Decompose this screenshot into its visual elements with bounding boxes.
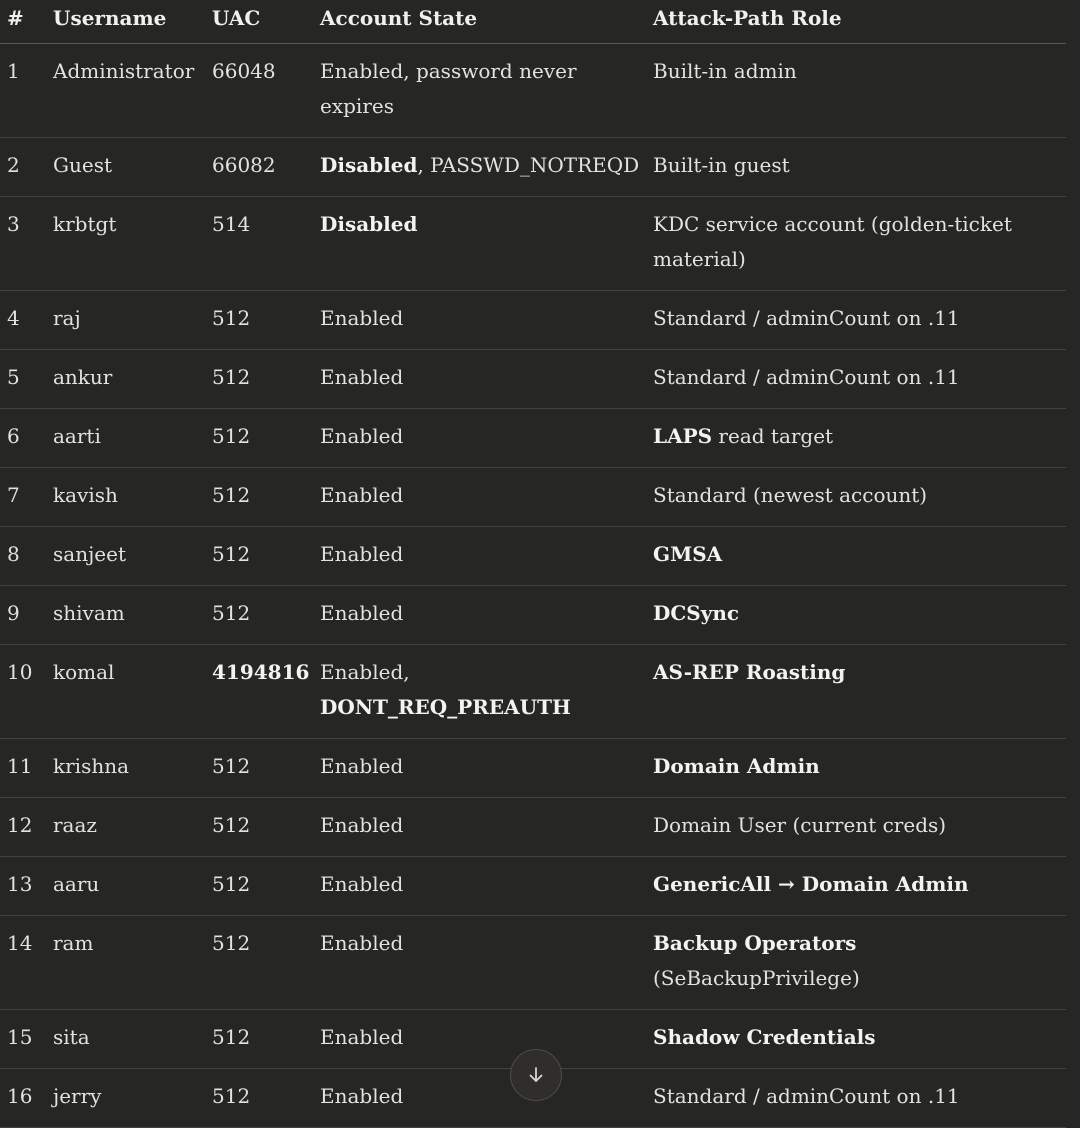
table-row bbox=[0, 138, 1066, 197]
attack-path-role-cell bbox=[646, 350, 1066, 409]
column-header-uac: UAC bbox=[205, 0, 313, 44]
username: aarti bbox=[53, 424, 101, 448]
row-number-cell bbox=[0, 739, 46, 798]
account-state-text: Enabled bbox=[320, 365, 404, 389]
account-state-cell bbox=[313, 350, 646, 409]
uac-value: 512 bbox=[212, 365, 251, 389]
table-header-row bbox=[0, 0, 1066, 44]
attack-path-role-cell bbox=[646, 527, 1066, 586]
account-state-cell bbox=[313, 197, 646, 291]
account-state-text: Enabled bbox=[320, 306, 404, 330]
attack-path-role-text: Standard / adminCount on .11 bbox=[653, 306, 960, 330]
row-number: 1 bbox=[7, 59, 20, 83]
attack-path-role-emphasis: Shadow Credentials bbox=[653, 1025, 876, 1049]
account-state-cell bbox=[313, 138, 646, 197]
row-number-cell bbox=[0, 291, 46, 350]
username: sita bbox=[53, 1025, 90, 1049]
attack-path-role-cell bbox=[646, 409, 1066, 468]
account-state-cell bbox=[313, 409, 646, 468]
account-state-emphasis: Disabled bbox=[320, 153, 418, 177]
username: ankur bbox=[53, 365, 113, 389]
uac-cell bbox=[205, 739, 313, 798]
table-row bbox=[0, 645, 1066, 739]
uac-cell bbox=[205, 197, 313, 291]
account-state-text: Enabled, password never expires bbox=[320, 59, 577, 118]
attack-path-role-cell bbox=[646, 857, 1066, 916]
account-state-cell bbox=[313, 586, 646, 645]
account-state-text: Enabled bbox=[320, 754, 404, 778]
table-row bbox=[0, 44, 1066, 138]
account-state-emphasis: Disabled bbox=[320, 212, 418, 236]
arrow-down-icon bbox=[526, 1065, 546, 1085]
row-number-cell bbox=[0, 138, 46, 197]
attack-path-role-cell bbox=[646, 468, 1066, 527]
attack-path-role-cell bbox=[646, 645, 1066, 739]
row-number-cell bbox=[0, 44, 46, 138]
account-state-cell bbox=[313, 1010, 646, 1069]
account-state-cell bbox=[313, 916, 646, 1010]
row-number-cell bbox=[0, 197, 46, 291]
username: raaz bbox=[53, 813, 97, 837]
uac-cell bbox=[205, 138, 313, 197]
username-cell bbox=[46, 138, 205, 197]
account-state-text: Enabled bbox=[320, 872, 404, 896]
uac-value: 514 bbox=[212, 212, 251, 236]
attack-path-role-text: Built-in admin bbox=[653, 59, 797, 83]
row-number-cell bbox=[0, 645, 46, 739]
attack-path-role-cell bbox=[646, 1010, 1066, 1069]
account-state-cell bbox=[313, 739, 646, 798]
table-row bbox=[0, 468, 1066, 527]
account-state-text: , PASSWD_NOTREQD bbox=[417, 153, 640, 177]
uac-cell bbox=[205, 468, 313, 527]
username-cell bbox=[46, 645, 205, 739]
account-state-flag: DONT_REQ_PREAUTH bbox=[320, 695, 571, 719]
row-number: 16 bbox=[7, 1084, 33, 1108]
uac-value: 512 bbox=[212, 872, 251, 896]
username-cell bbox=[46, 798, 205, 857]
table-row bbox=[0, 291, 1066, 350]
username-cell bbox=[46, 468, 205, 527]
username-cell bbox=[46, 739, 205, 798]
username-cell bbox=[46, 1069, 205, 1128]
column-header-account-state: Account State bbox=[313, 0, 646, 44]
uac-cell bbox=[205, 291, 313, 350]
uac-cell bbox=[205, 527, 313, 586]
table-row bbox=[0, 409, 1066, 468]
attack-path-role-emphasis: AS-REP Roasting bbox=[653, 660, 846, 684]
row-number: 2 bbox=[7, 153, 20, 177]
username: sanjeet bbox=[53, 542, 126, 566]
attack-path-role-cell bbox=[646, 739, 1066, 798]
account-state-text: Enabled bbox=[320, 424, 404, 448]
account-state-text: Enabled bbox=[320, 813, 404, 837]
attack-path-role-emphasis: GenericAll → Domain Admin bbox=[653, 872, 969, 896]
uac-cell bbox=[205, 44, 313, 138]
account-state-cell bbox=[313, 798, 646, 857]
account-state-text: Enabled bbox=[320, 483, 404, 507]
attack-path-role-cell bbox=[646, 916, 1066, 1010]
row-number: 8 bbox=[7, 542, 20, 566]
attack-path-role-emphasis: GMSA bbox=[653, 542, 723, 566]
username: shivam bbox=[53, 601, 125, 625]
attack-path-role-text: (SeBackupPrivilege) bbox=[653, 966, 860, 990]
uac-cell bbox=[205, 1010, 313, 1069]
row-number-cell bbox=[0, 857, 46, 916]
attack-path-role-text: Standard / adminCount on .11 bbox=[653, 365, 960, 389]
uac-cell bbox=[205, 1069, 313, 1128]
uac-value: 512 bbox=[212, 542, 251, 566]
table-row bbox=[0, 739, 1066, 798]
attack-path-role-cell bbox=[646, 586, 1066, 645]
username: aaru bbox=[53, 872, 100, 896]
column-header-attack-path-role: Attack-Path Role bbox=[646, 0, 1066, 44]
uac-value: 512 bbox=[212, 424, 251, 448]
attack-path-role-text: read target bbox=[712, 424, 834, 448]
account-state-text: Enabled bbox=[320, 1025, 404, 1049]
row-number: 14 bbox=[7, 931, 33, 955]
account-state-text: Enabled bbox=[320, 1084, 404, 1108]
account-state-text: Enabled bbox=[320, 931, 404, 955]
uac-value: 66048 bbox=[212, 59, 276, 83]
row-number: 10 bbox=[7, 660, 33, 684]
attack-path-role-emphasis: LAPS bbox=[653, 424, 713, 448]
account-state-cell bbox=[313, 44, 646, 138]
uac-value: 4194816 bbox=[212, 660, 310, 684]
username: Guest bbox=[53, 153, 112, 177]
uac-value: 66082 bbox=[212, 153, 276, 177]
username-cell bbox=[46, 350, 205, 409]
row-number-cell bbox=[0, 586, 46, 645]
attack-path-role-cell bbox=[646, 798, 1066, 857]
account-state-text: Enabled bbox=[320, 601, 404, 625]
attack-path-role-emphasis: DCSync bbox=[653, 601, 740, 625]
row-number-cell bbox=[0, 1069, 46, 1128]
scroll-to-bottom-button[interactable] bbox=[510, 1049, 562, 1101]
username-cell bbox=[46, 44, 205, 138]
username: kavish bbox=[53, 483, 118, 507]
account-state-cell bbox=[313, 857, 646, 916]
uac-value: 512 bbox=[212, 754, 251, 778]
account-state-cell bbox=[313, 527, 646, 586]
table-row bbox=[0, 350, 1066, 409]
account-state-cell bbox=[313, 468, 646, 527]
uac-value: 512 bbox=[212, 1025, 251, 1049]
uac-cell bbox=[205, 409, 313, 468]
row-number-cell bbox=[0, 1010, 46, 1069]
username: krbtgt bbox=[53, 212, 117, 236]
table-row bbox=[0, 916, 1066, 1010]
account-state-cell bbox=[313, 645, 646, 739]
attack-path-role-cell bbox=[646, 44, 1066, 138]
username: jerry bbox=[53, 1084, 102, 1108]
uac-value: 512 bbox=[212, 483, 251, 507]
account-state-text: Enabled, bbox=[320, 660, 410, 684]
table-row bbox=[0, 798, 1066, 857]
uac-value: 512 bbox=[212, 931, 251, 955]
row-number-cell bbox=[0, 468, 46, 527]
row-number: 6 bbox=[7, 424, 20, 448]
row-number: 4 bbox=[7, 306, 20, 330]
column-header-username: Username bbox=[46, 0, 205, 44]
username-cell bbox=[46, 291, 205, 350]
username-cell bbox=[46, 1010, 205, 1069]
username: ram bbox=[53, 931, 94, 955]
attack-path-role-text: Standard / adminCount on .11 bbox=[653, 1084, 960, 1108]
uac-cell bbox=[205, 857, 313, 916]
row-number: 5 bbox=[7, 365, 20, 389]
uac-value: 512 bbox=[212, 1084, 251, 1108]
row-number-cell bbox=[0, 798, 46, 857]
row-number: 7 bbox=[7, 483, 20, 507]
attack-path-role-cell bbox=[646, 291, 1066, 350]
account-state-cell bbox=[313, 1069, 646, 1128]
attack-path-role-text: KDC service account (golden-ticket material) bbox=[653, 212, 1012, 271]
uac-value: 512 bbox=[212, 813, 251, 837]
uac-cell bbox=[205, 916, 313, 1010]
attack-path-role-cell bbox=[646, 197, 1066, 291]
username: raj bbox=[53, 306, 81, 330]
row-number: 12 bbox=[7, 813, 33, 837]
row-number-cell bbox=[0, 916, 46, 1010]
table-row bbox=[0, 586, 1066, 645]
username-cell bbox=[46, 409, 205, 468]
username: komal bbox=[53, 660, 115, 684]
table-row bbox=[0, 857, 1066, 916]
username-cell bbox=[46, 197, 205, 291]
uac-cell bbox=[205, 798, 313, 857]
username-cell bbox=[46, 586, 205, 645]
row-number-cell bbox=[0, 527, 46, 586]
row-number: 9 bbox=[7, 601, 20, 625]
uac-value: 512 bbox=[212, 306, 251, 330]
attack-path-role-cell bbox=[646, 1069, 1066, 1128]
username-cell bbox=[46, 527, 205, 586]
username-cell bbox=[46, 857, 205, 916]
username: krishna bbox=[53, 754, 130, 778]
username: Administrator bbox=[53, 59, 195, 83]
username-cell bbox=[46, 916, 205, 1010]
uac-cell bbox=[205, 586, 313, 645]
table-row bbox=[0, 197, 1066, 291]
row-number: 13 bbox=[7, 872, 33, 896]
attack-path-role-text: Standard (newest account) bbox=[653, 483, 928, 507]
row-number-cell bbox=[0, 350, 46, 409]
attack-path-role-cell bbox=[646, 138, 1066, 197]
uac-value: 512 bbox=[212, 601, 251, 625]
column-header-number: # bbox=[0, 0, 46, 44]
attack-path-role-text: Domain User (current creds) bbox=[653, 813, 947, 837]
account-state-cell bbox=[313, 291, 646, 350]
uac-cell bbox=[205, 350, 313, 409]
row-number-cell bbox=[0, 409, 46, 468]
row-number: 3 bbox=[7, 212, 20, 236]
attack-path-role-text: Built-in guest bbox=[653, 153, 790, 177]
attack-path-role-emphasis: Domain Admin bbox=[653, 754, 820, 778]
uac-cell bbox=[205, 645, 313, 739]
account-state-text: Enabled bbox=[320, 542, 404, 566]
table-row bbox=[0, 527, 1066, 586]
row-number: 15 bbox=[7, 1025, 33, 1049]
row-number: 11 bbox=[7, 754, 33, 778]
attack-path-role-emphasis: Backup Operators bbox=[653, 931, 857, 955]
